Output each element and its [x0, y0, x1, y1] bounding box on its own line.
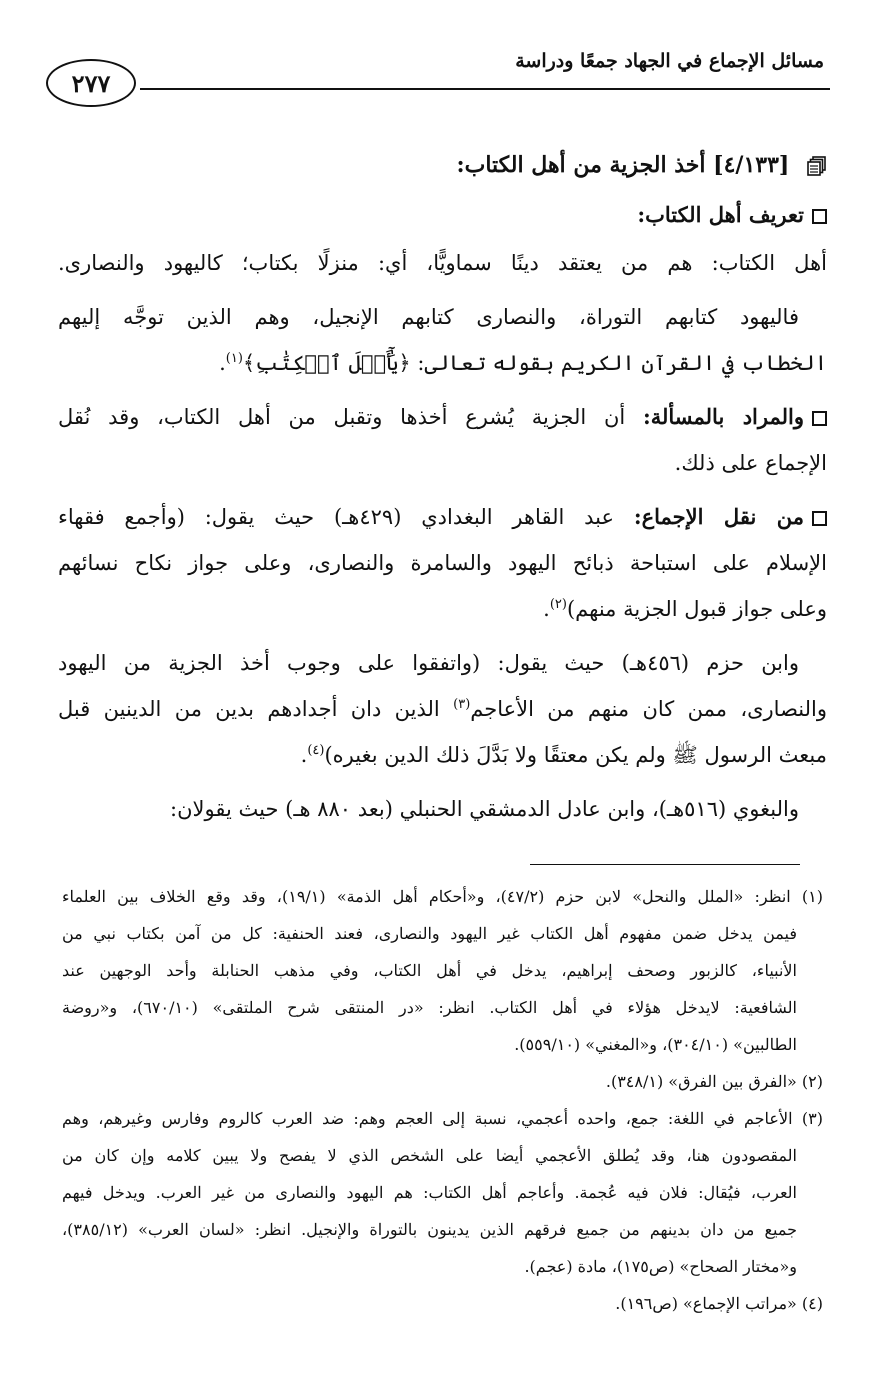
meaning-label: والمراد بالمسألة:: [642, 404, 804, 429]
footnote-3-line-3: العرب، فيُقال: فلان فيه عُجمة. وأعاجم أهل الكتاب: هم اليهود والنصارى من غير العرب. ويدخل فيهم: [62, 1183, 797, 1202]
meaning-text: أن الجزية يُشرع أخذها وتقبل من أهل الكتاب، وقد نُقل: [58, 405, 626, 429]
page-number: ٢٧٧: [46, 59, 136, 107]
footnote-3-line-4: جميع من دان بدينهم من جميع فرقهم الذين يدينون بالتوراة والإنجيل. انظر: «لسان العرب» (٣٨٥/١٢)،: [62, 1220, 797, 1239]
period: .: [543, 597, 550, 621]
paragraph-consensus-line-1: [58, 494, 827, 540]
paragraph-consensus-line-2: الإسلام على استباحة ذبائح اليهود والسامرة والنصارى، وعلى جواز نكاح نسائهم: [58, 551, 827, 575]
paragraph-consensus-line-3: [58, 586, 827, 632]
footnote-1-line-2: فيمن يدخل ضمن مفهوم أهل الكتاب غير اليهود والنصارى، فعند الحنفية: كل من آمن بكتاب نبي من: [62, 924, 797, 943]
footnote-ref-4[interactable]: (٤): [307, 743, 325, 758]
paragraph-ibn-hazm-line-3: [58, 732, 827, 778]
footnote-1-line-3: الأنبياء، كالزبور وصحف إبراهيم، يدخل في أهل الكتاب، وفي مذهب الحنابلة وأحد الوجهين عند: [62, 961, 797, 980]
section-number: [٤/١٣٣]: [713, 152, 790, 178]
section-heading: [58, 140, 827, 190]
paragraph-meaning-line-2: الإجماع على ذلك.: [674, 451, 827, 475]
consensus-label: من نقل الإجماع:: [633, 504, 804, 529]
footnote-ref-1[interactable]: (١): [225, 351, 243, 366]
paragraph-books-line-2: [58, 340, 827, 386]
quran-quote: الخطاب في القرآن الكريم بقوله تعالى: ﴿يَٰٓأَهۡلَ ٱلۡكِتَٰبِ﴾: [242, 351, 827, 375]
paragraph-meaning-line-1: [58, 394, 827, 440]
paragraph-baghawi: والبغوي (٥١٦هـ)، وابن عادل الدمشقي الحنبلي (بعد ٨٨٠ هـ) حيث يقولان:: [170, 797, 799, 821]
header-rule: [140, 88, 830, 90]
square-bullet-icon: [812, 209, 827, 224]
main-text: [58, 140, 827, 832]
consensus-text-end: وعلى جواز قبول الجزية منهم): [566, 597, 827, 621]
footnote-separator: [530, 864, 800, 865]
definition-heading-text: تعريف أهل الكتاب:: [637, 202, 804, 227]
paragraph-ibn-hazm-line-1: وابن حزم (٤٥٦هـ) حيث يقول: (واتفقوا على وجوب أخذ الجزية من اليهود: [58, 651, 800, 675]
period: .: [300, 743, 308, 767]
square-bullet-icon: [812, 411, 827, 426]
footnote-3-line-5: و«مختار الصحاح» (ص١٧٥)، مادة (عجم).: [524, 1257, 797, 1276]
ibn-hazm-text-end: مبعث الرسول ﷺ ولم يكن معتقًا ولا بَدَّلَ ذلك الدين بغيره): [324, 743, 827, 767]
footnote-3-line-2: المقصودون هنا، وقد يُطلق الأعجمي أيضا على الشخص الذي لا يفصح ولا يبين كلامه وإن كان من: [62, 1146, 797, 1165]
footnote-3-line-1: (٣) الأعاجم في اللغة: جمع، واحده أعجمي، نسبة إلى العجم وهم: ضد العرب كالروم وفارس وغيرهم، وهم: [62, 1109, 823, 1128]
paragraph-ibn-hazm-line-2: [58, 686, 827, 732]
page-header: [40, 44, 830, 114]
ibn-hazm-text-b: الذين دان أجدادهم بدين من الدينين قبل: [58, 697, 440, 721]
footnotes: [62, 878, 823, 1322]
period: .: [219, 351, 226, 375]
definition-heading: [58, 190, 827, 240]
running-title: مسائل الإجماع في الجهاد جمعًا ودراسة: [515, 50, 824, 72]
square-bullet-icon: [812, 511, 827, 526]
footnote-1-line-1: (١) انظر: «الملل والنحل» لابن حزم (٤٧/٢)، و«أحكام أهل الذمة» (١٩/١)، وقد وقع الخلاف بين العلماء: [62, 887, 824, 906]
footnote-4: (٤) «مراتب الإجماع» (ص١٩٦).: [615, 1294, 823, 1313]
section-title: أخذ الجزية من أهل الكتاب:: [456, 152, 706, 178]
document-stack-icon: [807, 156, 827, 176]
consensus-text: عبد القاهر البغدادي (٤٢٩هـ) حيث يقول: (وأجمع فقهاء: [58, 505, 615, 529]
ibn-hazm-text-a: والنصارى، ممن كان منهم من الأعاجم: [470, 697, 827, 721]
paragraph-definition: أهل الكتاب: هم من يعتقد دينًا سماويًّا، أي: منزلًا بكتاب؛ كاليهود والنصارى.: [58, 251, 827, 275]
footnote-2: (٢) «الفرق بين الفرق» (٣٤٨/١).: [605, 1072, 823, 1091]
footnote-ref-2[interactable]: (٢): [549, 597, 567, 612]
footnote-1-line-5: الطالبين» (٣٠٤/١٠)، و«المغني» (٥٥٩/١٠).: [514, 1035, 797, 1054]
paragraph-books-line-1: فاليهود كتابهم التوراة، والنصارى كتابهم الإنجيل، وهم الذين توجَّه إليهم: [58, 305, 799, 329]
footnote-ref-3[interactable]: (٣): [453, 697, 471, 712]
footnote-1-line-4: الشافعية: لايدخل هؤلاء في أهل الكتاب. انظر: «در المنتقى شرح الملتقى» (٦٧٠/١٠)، و«روضة: [62, 998, 797, 1017]
